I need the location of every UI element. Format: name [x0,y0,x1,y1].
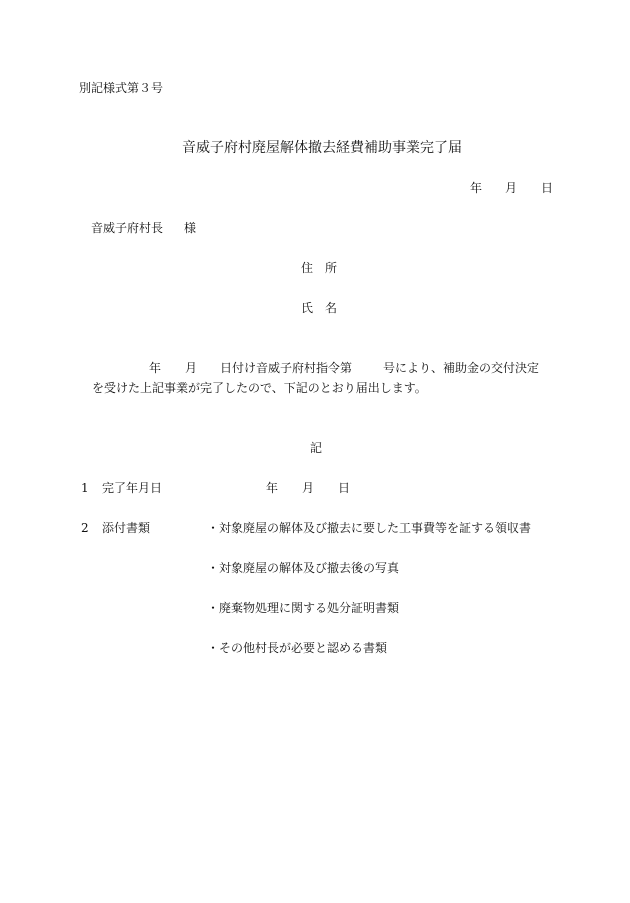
addressee-honorific: 様 [184,221,197,235]
attachment-item: ・対象廃屋の解体及び撤去に要した工事費等を証する領収書 [207,521,532,535]
completion-year: 年 [266,481,279,495]
body-year: 年 [149,361,162,375]
form-number: 別記様式第３号 [79,81,164,95]
date-month: 月 [505,181,518,195]
address-label-2: 所 [325,261,338,275]
body-segment-2: 号により、補助金の交付決定 [383,361,540,375]
date-year: 年 [470,181,483,195]
item-number: 2 [81,521,89,535]
item-label: 添付書類 [102,521,151,535]
item-label: 完了年月日 [102,481,163,495]
document-title: 音威子府村廃屋解体撤去経費補助事業完了届 [182,140,462,156]
name-label-1: 氏 [301,301,314,315]
item-number: 1 [81,481,89,495]
ki-heading: 記 [310,441,323,455]
attachment-item: ・その他村長が必要と認める書類 [207,641,388,655]
address-label-1: 住 [301,261,314,275]
completion-day: 日 [338,481,351,495]
name-label-2: 名 [325,301,338,315]
completion-month: 月 [302,481,315,495]
body-segment-1: 日付け音威子府村指令第 [220,361,353,375]
addressee-name: 音威子府村長 [91,221,164,235]
body-month: 月 [185,361,198,375]
attachment-item: ・対象廃屋の解体及び撤去後の写真 [207,561,400,575]
date-day: 日 [541,181,554,195]
attachment-item: ・廃棄物処理に関する処分証明書類 [207,601,400,615]
body-line-2: を受けた上記事業が完了したので、下記のとおり届出します。 [92,381,427,395]
